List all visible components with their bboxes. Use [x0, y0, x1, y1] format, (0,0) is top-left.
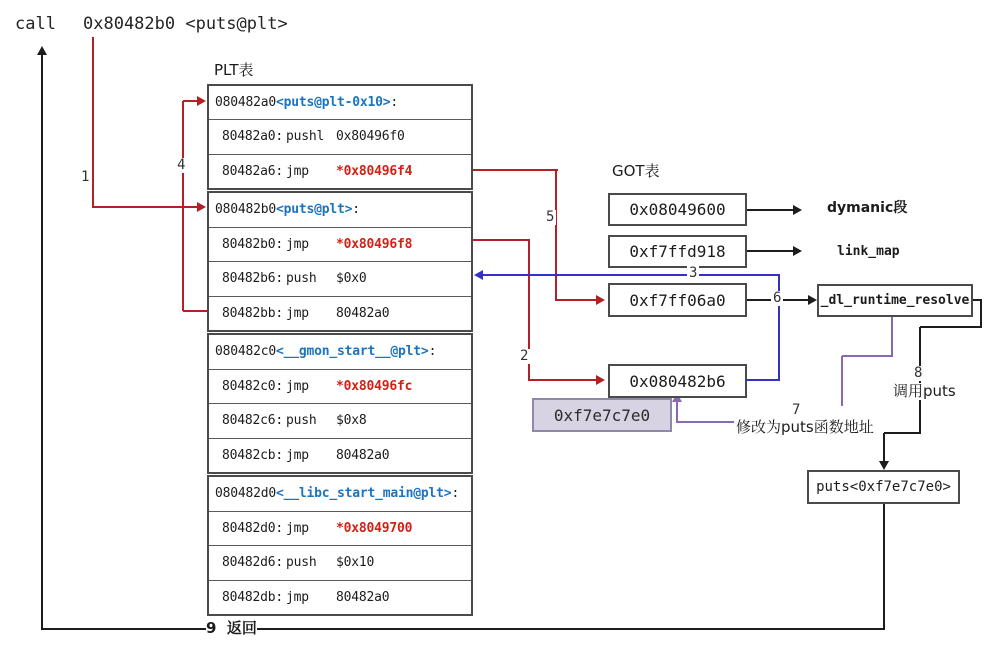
- step2-arrow-icon: [596, 375, 605, 385]
- plt-insn-address: 80482cb:: [222, 447, 284, 463]
- got-entry-puts: 0x080482b6: [608, 364, 747, 398]
- step8-label: 调用puts: [893, 382, 956, 400]
- plt-header-symbol: <__libc_start_main@plt>: [276, 486, 452, 502]
- linkmap-arrow-line: [747, 250, 793, 252]
- plt-instruction-row: [209, 154, 471, 188]
- plt-insn-mnemonic: jmp: [286, 305, 309, 321]
- plt-insn-address: 80482a6:: [222, 163, 284, 179]
- step6-arrow-icon: [808, 295, 817, 305]
- plt-instruction-row: [209, 511, 471, 546]
- plt-header-address: 080482d0: [215, 486, 277, 502]
- resolver-box: _dl_runtime_resolve: [817, 284, 973, 317]
- plt-insn-mnemonic: push: [286, 555, 317, 571]
- plt-insn-operand: 80482a0: [336, 447, 390, 463]
- step7-line-v1: [891, 317, 893, 357]
- plt-insn-operand: *0x80496f8: [336, 236, 413, 252]
- step3-arrow-icon: [474, 270, 483, 280]
- dynamic-annotation: dymanic段: [827, 200, 908, 216]
- plt-insn-mnemonic: jmp: [286, 163, 309, 179]
- call-keyword: call: [15, 14, 56, 34]
- plt-table-title: PLT表: [214, 61, 254, 79]
- plt-insn-address: 80482c0:: [222, 378, 284, 394]
- step5-line-h1: [473, 169, 558, 171]
- linkmap-arrow-icon: [793, 246, 802, 256]
- step4-arrow-icon: [197, 96, 206, 106]
- plt-instruction-row: [209, 438, 471, 473]
- plt-insn-address: 80482d0:: [222, 520, 284, 536]
- plt-block: [207, 84, 473, 190]
- plt-instruction-row: [209, 545, 471, 580]
- got-entry-resolver: 0xf7ff06a0: [608, 283, 747, 317]
- step4-line-h-bottom: [183, 310, 208, 312]
- step5-line-h2: [556, 299, 598, 301]
- plt-insn-mnemonic: push: [286, 271, 317, 287]
- plt-instruction-row: [209, 261, 471, 296]
- plt-instruction-row: [209, 296, 471, 331]
- plt-header-symbol: <puts@plt>: [276, 202, 353, 218]
- step7-line-v2: [841, 356, 843, 406]
- got-table-title: GOT表: [612, 162, 660, 180]
- got-entry-dynamic: 0x08049600: [608, 193, 747, 226]
- step1-line-v: [92, 37, 94, 208]
- plt-insn-mnemonic: jmp: [286, 378, 309, 394]
- plt-insn-address: 80482b0:: [222, 236, 284, 252]
- return-flow-line-vertical: [41, 55, 43, 630]
- plt-insn-address: 80482c6:: [222, 413, 284, 429]
- plt-insn-mnemonic: jmp: [286, 589, 309, 605]
- plt-insn-address: 80482b6:: [222, 271, 284, 287]
- plt-insn-address: 80482bb:: [222, 305, 284, 321]
- got-entry-linkmap: 0xf7ffd918: [608, 235, 747, 268]
- plt-insn-operand: $0x8: [336, 413, 367, 429]
- step8-line-v3: [883, 433, 885, 462]
- plt-header-suffix: :: [390, 95, 399, 111]
- plt-insn-mnemonic: jmp: [286, 447, 309, 463]
- step2-line-h1: [473, 239, 530, 241]
- plt-header-address: 080482b0: [215, 202, 277, 218]
- plt-insn-address: 80482db:: [222, 589, 284, 605]
- plt-header-address: 080482a0: [215, 95, 277, 111]
- step3-number: 3: [689, 265, 698, 281]
- step6-number: 6: [773, 290, 782, 306]
- step2-line-h2: [529, 379, 597, 381]
- plt-block: [207, 475, 473, 616]
- return-flow-line-bottom: [42, 628, 885, 630]
- plt-instruction-row: [209, 119, 471, 153]
- plt-header-symbol: <__gmon_start__@plt>: [276, 344, 429, 360]
- step7-label: 修改为puts函数地址: [736, 418, 874, 436]
- plt-insn-operand: 0x80496f0: [336, 129, 405, 145]
- plt-insn-operand: *0x8049700: [336, 520, 413, 536]
- dynamic-arrow-icon: [793, 205, 802, 215]
- plt-insn-operand: 80482a0: [336, 305, 390, 321]
- step9-return-label: [206, 620, 257, 637]
- step8-line-v1: [980, 299, 982, 328]
- plt-instruction-row: [209, 227, 471, 262]
- step8-number: 8: [914, 365, 923, 381]
- plt-header-row: [209, 86, 471, 119]
- step5-arrow-icon: [596, 295, 605, 305]
- plt-insn-operand: $0x10: [336, 555, 375, 571]
- step8-arrow-icon: [879, 461, 889, 470]
- linkmap-annotation: link_map: [837, 244, 900, 259]
- step8-line-h2: [920, 326, 982, 328]
- plt-header-row: [209, 335, 471, 369]
- plt-header-symbol: <puts@plt-0x10>: [276, 95, 391, 111]
- plt-instruction-row: [209, 403, 471, 438]
- step4-line-h-top: [183, 100, 198, 102]
- plt-instruction-row: [209, 580, 471, 615]
- plt-insn-mnemonic: push: [286, 413, 317, 429]
- plt-insn-mnemonic: pushl: [286, 129, 325, 145]
- return-text: 返回: [226, 619, 257, 637]
- plt-block: [207, 333, 473, 474]
- dynamic-arrow-line: [747, 209, 793, 211]
- step1-number: 1: [81, 169, 90, 185]
- return-arrow-up-icon: [37, 46, 47, 55]
- plt-block: [207, 191, 473, 332]
- plt-insn-address: 80482d6:: [222, 555, 284, 571]
- puts-return-line: [883, 504, 885, 630]
- plt-header-suffix: :: [352, 202, 360, 218]
- step4-line-v: [182, 101, 184, 311]
- step7-number: 7: [792, 402, 801, 418]
- plt-table: [207, 84, 473, 616]
- plt-header-address: 080482c0: [215, 344, 277, 360]
- plt-insn-operand: *0x80496fc: [336, 378, 413, 394]
- got-old-value-box: 0xf7e7c7e0: [532, 398, 672, 432]
- step2-number: 2: [520, 348, 529, 364]
- step4-number: 4: [177, 157, 186, 173]
- step5-line-v: [555, 169, 557, 301]
- plt-header-row: [209, 193, 471, 227]
- plt-header-suffix: :: [428, 344, 437, 360]
- step7-line-h1: [842, 355, 893, 357]
- plt-insn-operand: *0x80496f4: [336, 163, 413, 179]
- plt-instruction-row: [209, 369, 471, 404]
- puts-function-box: puts<0xf7e7c7e0>: [807, 470, 960, 504]
- call-target: 0x80482b0 <puts@plt>: [83, 14, 288, 34]
- plt-insn-mnemonic: jmp: [286, 236, 309, 252]
- plt-insn-address: 80482a0:: [222, 129, 284, 145]
- step9-number: 9: [206, 619, 217, 637]
- plt-insn-operand: $0x0: [336, 271, 367, 287]
- step5-number: 5: [546, 209, 555, 225]
- step1-arrow-icon: [197, 202, 206, 212]
- plt-insn-mnemonic: jmp: [286, 520, 309, 536]
- plt-insn-operand: 80482a0: [336, 589, 390, 605]
- step8-line-h3: [884, 432, 921, 434]
- step7-line-v3: [676, 400, 678, 423]
- step3-line-h1: [482, 274, 780, 276]
- step3-line-h2: [747, 379, 780, 381]
- plt-header-row: [209, 477, 471, 511]
- step7-line-h2: [677, 421, 734, 423]
- plt-header-suffix: :: [451, 486, 460, 502]
